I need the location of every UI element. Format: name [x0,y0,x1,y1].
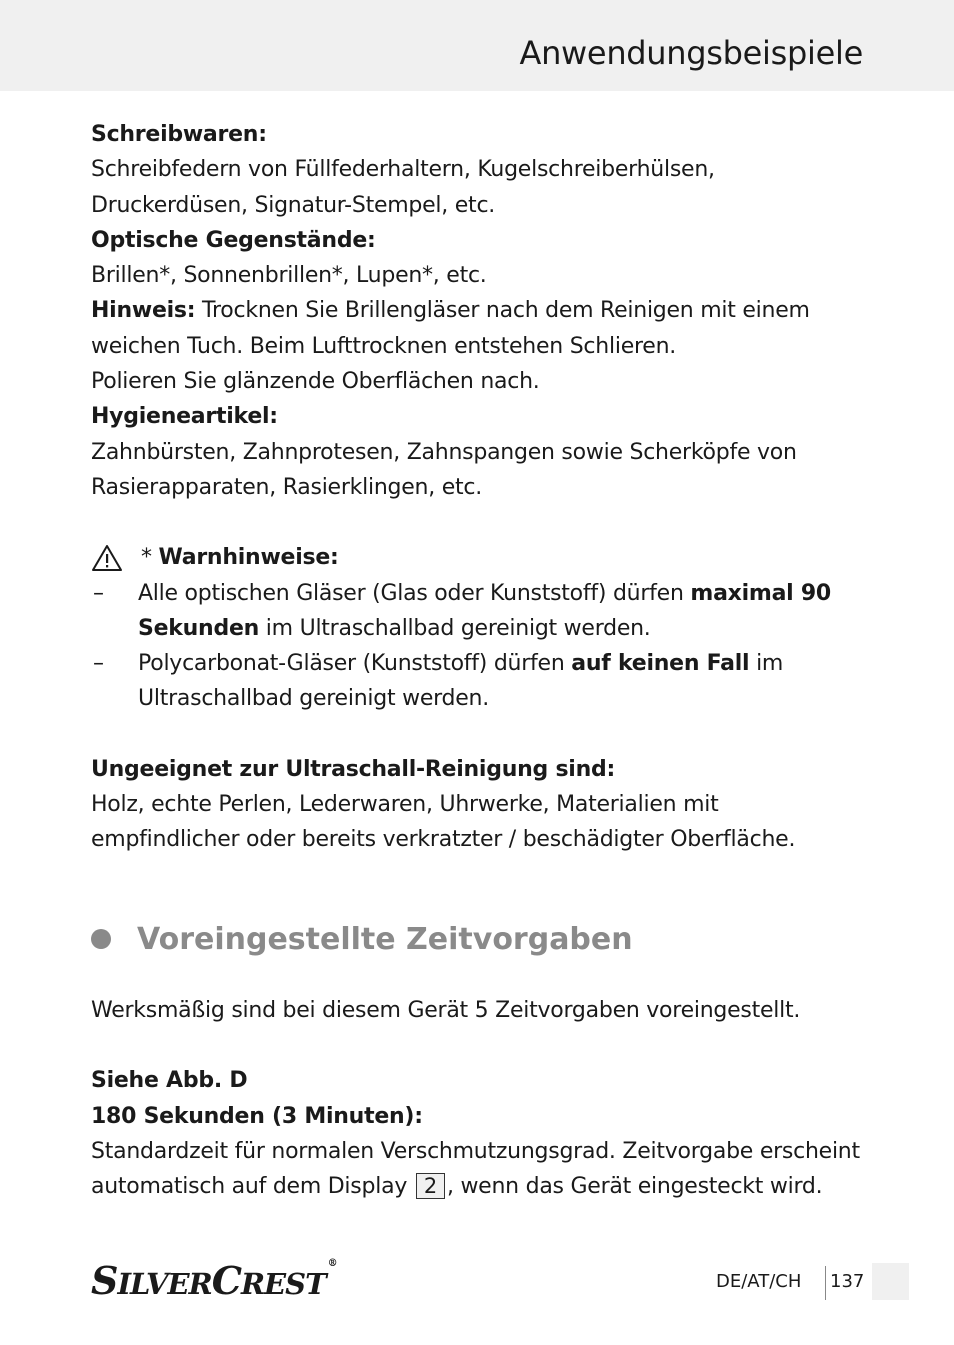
warning-item [91,576,871,647]
display-reference: 2 [416,1173,445,1199]
warning-emphasis: maximal 90 Sekunden [138,580,831,641]
optical-heading: Optische Gegenstände: [91,227,376,253]
section-bullet-icon [91,929,111,949]
footer-square [872,1263,909,1300]
unsuitable-heading: Ungeeignet zur Ultraschall-Reinigung sind: [91,756,616,782]
warning-text: Polycarbonat-Gläser (Kunststoff) dürfen [138,651,572,677]
preset-text-part: , wenn das Gerät eingesteckt wird. [446,1174,823,1200]
stationery-text: Schreibfedern von Füllfederhaltern, Kugelschreiberhülsen, Druckerdüsen, Signatur-Stempel, etc. [91,157,715,218]
dash-marker: – [93,580,104,606]
warning-item [91,646,871,717]
hygiene-text: Zahnbürsten, Zahnprotesen, Zahnspangen sowie Scherköpfe von Rasierapparaten, Rasierklingen, etc. [91,439,797,500]
warning-emphasis: auf keinen Fall [571,651,750,677]
warning-text: Alle optischen Gläser (Glas oder Kunststoff) dürfen [138,580,691,606]
warning-triangle-icon [91,544,123,572]
polish-text: Polieren Sie glänzende Oberflächen nach. [91,369,540,395]
page-title: Anwendungsbeispiele [519,34,863,72]
preset-text-part: Standardzeit für normalen Verschmutzungsgrad. Zeitvorgabe erscheint automatisch auf dem Display [91,1138,860,1200]
page-number: 137 [830,1271,865,1292]
optical-note [91,293,871,364]
warnings-asterisk: * [141,545,152,571]
see-figure: Siehe Abb. D [91,1068,248,1094]
note-text: Trocknen Sie Brillengläser nach dem Reinigen mit einem weichen Tuch. Beim Lufttrocknen entstehen Schlieren. [91,298,810,359]
section-title: Voreingestellte Zeitvorgaben [137,921,633,957]
unsuitable-text: Holz, echte Perlen, Lederwaren, Uhrwerke, Materialien mit empfindlicher oder bereits verkratzter / beschädigter Oberfläche. [91,792,796,853]
silvercrest-logo: SILVERCREST® [91,1258,337,1303]
section-heading [91,922,871,957]
presets-intro: Werksmäßig sind bei diesem Gerät 5 Zeitvorgaben voreingestellt. [91,997,801,1023]
stationery-heading: Schreibwaren: [91,122,267,147]
hygiene-heading: Hygieneartikel: [91,404,278,430]
warning-text: im Ultraschallbad gereinigt werden. [259,615,651,641]
warnings-heading-row [91,540,871,575]
page-content [91,117,871,1204]
footer-countries: DE/AT/CH [716,1271,802,1292]
footer-divider [825,1266,826,1300]
warning-text: im Ultraschallbad gereinigt werden. [138,651,784,712]
dash-marker: – [93,651,104,677]
warnings-heading: Warnhinweise: [158,545,339,571]
preset-text [91,1134,871,1205]
note-label: Hinweis: [91,298,196,324]
optical-text: Brillen*, Sonnenbrillen*, Lupen*, etc. [91,263,487,289]
preset-heading: 180 Sekunden (3 Minuten): [91,1103,423,1129]
